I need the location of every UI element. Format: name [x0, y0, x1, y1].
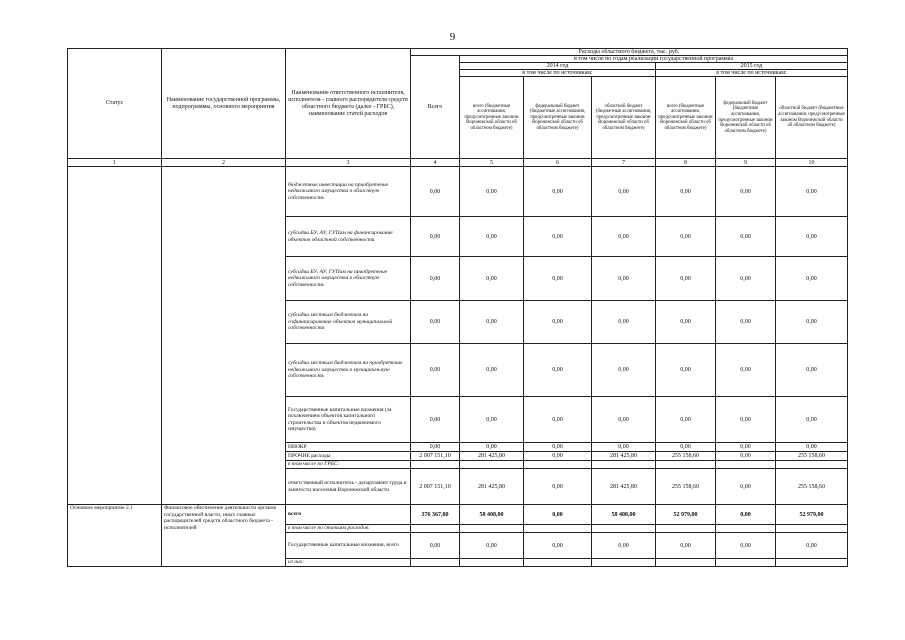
cell-value: 0,00 [776, 167, 848, 217]
row-label: в том числе по статьям расходов: [286, 525, 411, 533]
cell-value: 0,00 [776, 301, 848, 344]
activity-name: Финансовое обеспечение деятельности органов государственной власти, иных главных распорядителей средств областного бюджета - исполнителей [162, 505, 286, 567]
row-label: субсидии БУ, АУ, ГУПам на приобретение недвижимого имущества в областную собственность [286, 257, 411, 301]
row-label: субсидии БУ, АУ, ГУПам на финансирование объектов областной собственности [286, 217, 411, 257]
cell-value: 52 979,00 [656, 505, 716, 525]
cell-value [411, 461, 460, 469]
cell-value: 0,00 [716, 397, 776, 443]
cell-value: 0,00 [524, 533, 592, 559]
row-label: субсидии местным бюджетам на приобретение недвижимого имущества в муниципальную собственность [286, 344, 411, 397]
row-label: в том числе по ГРБС: [286, 461, 411, 469]
row-label: НИОКР [286, 443, 411, 452]
cell-value [460, 461, 524, 469]
program-cell [162, 167, 286, 505]
cell-value: 0,00 [776, 217, 848, 257]
cell-value: 0,00 [656, 257, 716, 301]
cell-value: 0,00 [656, 217, 716, 257]
cell-value: 0,00 [524, 257, 592, 301]
cell-value: 0,00 [716, 469, 776, 505]
header-col-5: всего (бюджетные ассигнования, предусмотренные законом Воронежской области об областном бюджете) [460, 77, 524, 159]
row-label: из них: [286, 559, 411, 567]
cell-value [776, 461, 848, 469]
cell-value: 0,00 [716, 452, 776, 461]
cell-value: 0,00 [656, 167, 716, 217]
cell-value: 0,00 [716, 257, 776, 301]
cell-value: 0,00 [716, 217, 776, 257]
header-program-name: Наименование государственной программы, подпрограммы, основного мероприятия [162, 49, 286, 159]
cell-value [411, 525, 460, 533]
cell-value: 0,00 [776, 443, 848, 452]
cell-value [776, 525, 848, 533]
cell-value: 281 425,80 [592, 469, 656, 505]
col-number: 2 [162, 159, 286, 167]
header-status: Статус [68, 49, 162, 159]
header-executor: Наименование ответственного исполнителя, исполнителя - главного распорядителя средств областного бюджета (далее - ГРБС), наименование статей расходов [286, 49, 411, 159]
cell-value: 281 425,80 [592, 452, 656, 461]
cell-value: 376 367,00 [411, 505, 460, 525]
header-col-9: федеральный бюджет (бюджетные ассигнования, предусмотренные законом Воронежской области об областном бюджете) [716, 77, 776, 159]
cell-value: 58 408,00 [460, 505, 524, 525]
cell-value: 0,00 [460, 301, 524, 344]
cell-value: 0,00 [460, 217, 524, 257]
cell-value [524, 461, 592, 469]
cell-value: 0,00 [776, 257, 848, 301]
cell-value: 0,00 [460, 397, 524, 443]
row-label: Государственные капитальные вложения, всего [286, 533, 411, 559]
header-sources-2015: в том числе по источникам: [656, 70, 848, 77]
cell-value [716, 559, 776, 567]
cell-value [656, 559, 716, 567]
page-number: 9 [449, 31, 456, 43]
header-sources-2014: в том числе по источникам: [460, 70, 656, 77]
cell-value: 281 425,80 [460, 452, 524, 461]
cell-value: 255 158,60 [776, 469, 848, 505]
cell-value: 0,00 [776, 397, 848, 443]
header-year-2014: 2014 год [460, 63, 656, 70]
cell-value: 0,00 [592, 443, 656, 452]
cell-value: 58 408,00 [592, 505, 656, 525]
status-cell [68, 167, 162, 505]
cell-value: 0,00 [460, 257, 524, 301]
cell-value: 0,00 [460, 533, 524, 559]
budget-table [67, 48, 848, 567]
header-col-7: областной бюджет (бюджетные ассигнования, предусмотренные законом Воронежской области об областном бюджете) [592, 77, 656, 159]
cell-value: 0,00 [411, 167, 460, 217]
cell-value: 52 979,00 [776, 505, 848, 525]
cell-value [592, 559, 656, 567]
cell-value [460, 559, 524, 567]
table-row [68, 505, 848, 525]
cell-value: 0,00 [592, 301, 656, 344]
cell-value: 0,00 [716, 167, 776, 217]
cell-value [592, 461, 656, 469]
row-label: ПРОЧИЕ расходы [286, 452, 411, 461]
cell-value: 0,00 [592, 397, 656, 443]
cell-value: 0,00 [656, 533, 716, 559]
cell-value: 0,00 [524, 505, 592, 525]
cell-value: 0,00 [716, 344, 776, 397]
cell-value: 0,00 [592, 533, 656, 559]
cell-value: 0,00 [524, 452, 592, 461]
row-label: ответственный исполнитель - департамент труда и занятости населения Воронежской области [286, 469, 411, 505]
col-number: 6 [524, 159, 592, 167]
cell-value: 0,00 [656, 443, 716, 452]
cell-value: 0,00 [411, 344, 460, 397]
cell-value: 0,00 [592, 167, 656, 217]
col-number: 10 [776, 159, 848, 167]
header-col-8: всего (бюджетные ассигнования, предусмотренные законом Воронежской области об областном бюджете) [656, 77, 716, 159]
cell-value: 0,00 [524, 167, 592, 217]
cell-value: 2 007 151,10 [411, 469, 460, 505]
cell-value [524, 559, 592, 567]
cell-value: 255 158,60 [656, 469, 716, 505]
cell-value: 255 158,60 [656, 452, 716, 461]
cell-value: 0,00 [524, 217, 592, 257]
cell-value: 0,00 [411, 533, 460, 559]
header-col-10: областной бюджет (бюджетные ассигнования, предусмотренные законом Воронежской области об областном бюджете) [776, 77, 848, 159]
cell-value: 0,00 [716, 505, 776, 525]
cell-value: 0,00 [716, 533, 776, 559]
header-col-6: федеральный бюджет (бюджетные ассигнования, предусмотренные законом Воронежской области об областном бюджете) [524, 77, 592, 159]
cell-value: 0,00 [656, 301, 716, 344]
table-row [68, 167, 848, 217]
header-by-years: в том числе по годам реализации государственной программы [460, 56, 848, 63]
cell-value: 0,00 [460, 167, 524, 217]
cell-value: 0,00 [592, 217, 656, 257]
cell-value [656, 461, 716, 469]
cell-value: 0,00 [411, 301, 460, 344]
cell-value: 0,00 [524, 301, 592, 344]
cell-value [716, 525, 776, 533]
cell-value: 0,00 [656, 344, 716, 397]
header-expenses-title: Расходы областного бюджета, тыс. руб. [411, 49, 848, 56]
col-number: 9 [716, 159, 776, 167]
cell-value [716, 461, 776, 469]
cell-value: 0,00 [656, 397, 716, 443]
row-label: Государственные капитальные вложения (за исключением объектов капитального строительства и объектов недвижимого имущества) [286, 397, 411, 443]
cell-value: 0,00 [411, 217, 460, 257]
cell-value [411, 559, 460, 567]
cell-value: 0,00 [592, 257, 656, 301]
cell-value: 0,00 [716, 301, 776, 344]
cell-value: 0,00 [776, 533, 848, 559]
cell-value: 255 158,60 [776, 452, 848, 461]
header-year-2015: 2015 год [656, 63, 848, 70]
cell-value [776, 559, 848, 567]
cell-value: 0,00 [776, 344, 848, 397]
row-label: субсидии местным бюджетам на софинансирование объектов муниципальной собственности [286, 301, 411, 344]
cell-value: 0,00 [524, 443, 592, 452]
cell-value: 0,00 [411, 397, 460, 443]
row-label: всего [286, 505, 411, 525]
col-number: 5 [460, 159, 524, 167]
activity-status: Основное мероприятие 2.1 [68, 505, 162, 567]
cell-value: 0,00 [524, 344, 592, 397]
cell-value [524, 525, 592, 533]
col-number: 1 [68, 159, 162, 167]
cell-value: 0,00 [524, 397, 592, 443]
cell-value: 0,00 [460, 344, 524, 397]
col-number: 7 [592, 159, 656, 167]
col-number: 8 [656, 159, 716, 167]
column-numbers-row [68, 159, 848, 167]
cell-value [656, 525, 716, 533]
cell-value [592, 525, 656, 533]
cell-value: 0,00 [411, 257, 460, 301]
cell-value: 2 007 151,10 [411, 452, 460, 461]
cell-value: 281 425,80 [460, 469, 524, 505]
col-number: 4 [411, 159, 460, 167]
cell-value: 0,00 [716, 443, 776, 452]
row-label: бюджетные инвестиции на приобретение недвижимого имущества в областную собственность [286, 167, 411, 217]
cell-value [460, 525, 524, 533]
col-number: 3 [286, 159, 411, 167]
cell-value: 0,00 [592, 344, 656, 397]
cell-value: 0,00 [460, 443, 524, 452]
cell-value: 0,00 [524, 469, 592, 505]
cell-value: 0,00 [411, 443, 460, 452]
header-total: Всего [411, 56, 460, 159]
